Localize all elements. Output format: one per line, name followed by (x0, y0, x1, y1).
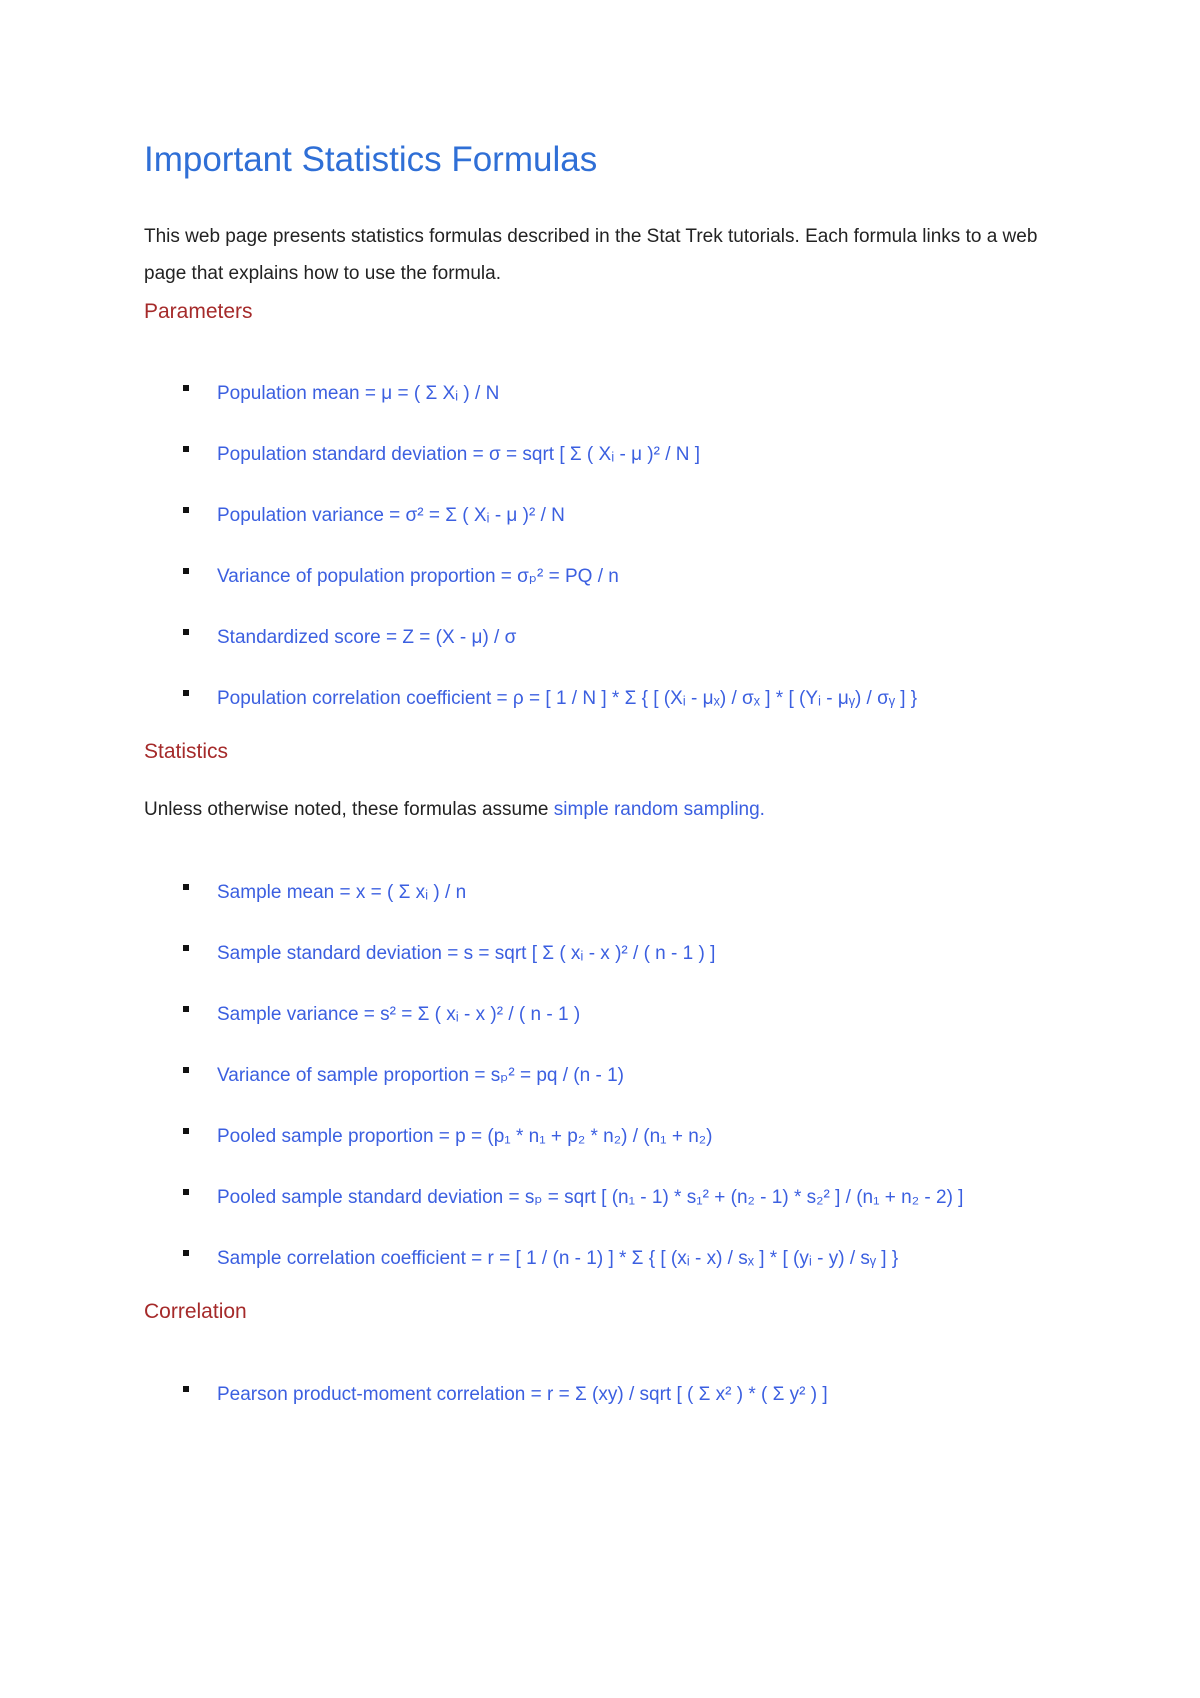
bullet-icon (183, 945, 189, 951)
formula-link[interactable]: Population correlation coefficient = ρ = [ 1 / N ] * Σ { [ (Xᵢ - μₓ) / σₓ ] * [ (Yᵢ - μᵧ) / σᵧ ] } (217, 688, 918, 709)
bullet-icon (183, 385, 189, 391)
bullet-icon (183, 1067, 189, 1073)
formula-link[interactable]: Pearson product-moment correlation = r = Σ (xy) / sqrt [ ( Σ x² ) * ( Σ y² ) ] (217, 1384, 828, 1405)
formula-link[interactable]: Sample standard deviation = s = sqrt [ Σ ( xᵢ - x )² / ( n - 1 ) ] (217, 943, 716, 964)
bullet-icon (183, 446, 189, 452)
bullet-icon (183, 690, 189, 696)
formula-link[interactable]: Sample variance = s² = Σ ( xᵢ - x )² / ( n - 1 ) (217, 1004, 581, 1025)
intro-paragraph: This web page presents statistics formulas described in the Stat Trek tutorials. Each formula links to a web page that explains how to use the formula. (144, 226, 1038, 284)
bullet-icon (183, 884, 189, 890)
bullet-icon (183, 629, 189, 635)
formula-link[interactable]: Sample correlation coefficient = r = [ 1 / (n - 1) ] * Σ { [ (xᵢ - x) / sₓ ] * [ (yᵢ - y) / sᵧ ] } (217, 1248, 899, 1269)
bullet-icon (183, 507, 189, 513)
formula-link[interactable]: Population mean = μ = ( Σ Xᵢ ) / N (217, 383, 500, 404)
formula-link[interactable]: Variance of sample proportion = sₚ² = pq / (n - 1) (217, 1065, 624, 1086)
formula-link[interactable]: Population variance = σ² = Σ ( Xᵢ - μ )² / N (217, 505, 565, 526)
formula-link[interactable]: Sample mean = x = ( Σ xᵢ ) / n (217, 882, 467, 903)
bullet-icon (183, 1006, 189, 1012)
formula-link[interactable]: Population standard deviation = σ = sqrt [ Σ ( Xᵢ - μ )² / N ] (217, 444, 701, 465)
bullet-icon (183, 1250, 189, 1256)
bullet-icon (183, 1386, 189, 1392)
simple-random-sampling-link[interactable]: simple random sampling. (553, 799, 765, 820)
formula-link[interactable]: Pooled sample proportion = p = (p₁ * n₁ + p₂ * n₂) / (n₁ + n₂) (217, 1126, 713, 1147)
formula-link[interactable]: Pooled sample standard deviation = sₚ = sqrt [ (n₁ - 1) * s₁² + (n₂ - 1) * s₂² ] / (n₁ + n₂ - 2) ] (217, 1187, 964, 1208)
bullet-icon (183, 1189, 189, 1195)
formula-link[interactable]: Variance of population proportion = σₚ² = PQ / n (217, 566, 619, 587)
section-heading-statistics: Statistics (144, 740, 229, 763)
bullet-icon (183, 568, 189, 574)
bullet-icon (183, 1128, 189, 1134)
section-heading-parameters: Parameters (144, 300, 253, 323)
sampling-note-text: Unless otherwise noted, these formulas assume (144, 799, 554, 820)
page-title: Important Statistics Formulas (144, 140, 598, 179)
sampling-note (144, 799, 765, 821)
section-heading-correlation: Correlation (144, 1300, 247, 1323)
formula-link[interactable]: Standardized score = Z = (X - μ) / σ (217, 627, 517, 648)
